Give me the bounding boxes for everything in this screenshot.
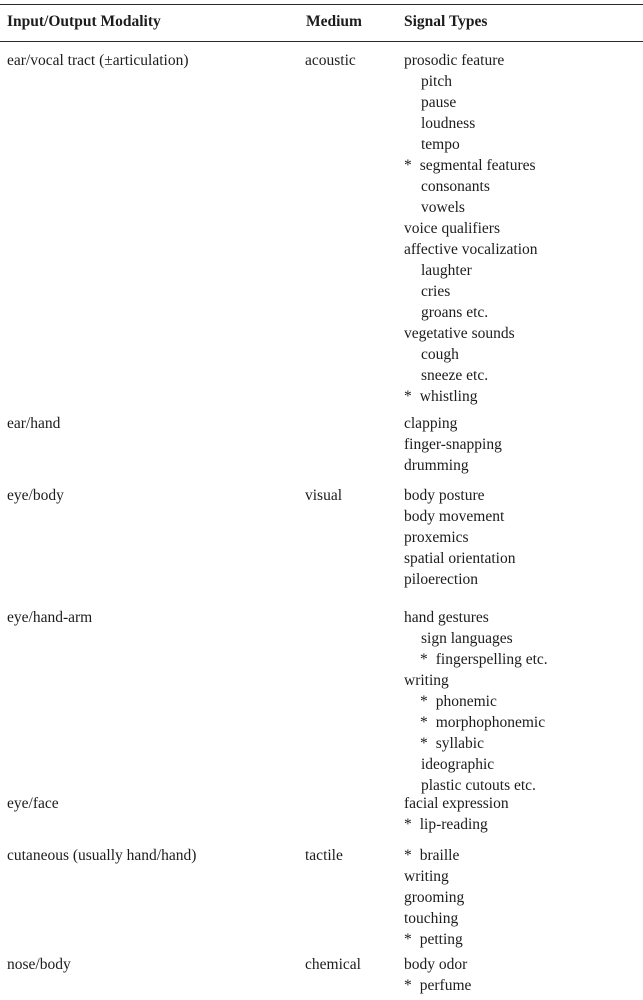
signal-type-item xyxy=(404,975,471,996)
signal-type-item xyxy=(404,548,515,569)
signal-type-label: writing xyxy=(404,672,449,689)
signal-type-label: ideographic xyxy=(421,756,495,773)
medium-cell: tactile xyxy=(305,847,343,864)
signal-type-label: body odor xyxy=(404,956,468,973)
signal-type-item xyxy=(404,754,548,775)
signal-type-item xyxy=(404,712,548,733)
modality-cell: ear/hand xyxy=(7,415,61,432)
signal-type-item xyxy=(404,218,538,239)
signal-type-item xyxy=(404,50,538,71)
signal-type-label: perfume xyxy=(419,977,472,994)
signal-type-item xyxy=(404,814,509,835)
signal-type-item xyxy=(404,845,464,866)
modality-cell: eye/hand-arm xyxy=(7,609,93,626)
signal-type-label: plastic cutouts etc. xyxy=(421,777,536,794)
signal-type-label: piloerection xyxy=(404,571,479,588)
asterisk-marker: * xyxy=(420,714,428,731)
signal-type-label: clapping xyxy=(404,415,458,432)
asterisk-marker: * xyxy=(420,693,428,710)
signal-type-label: body posture xyxy=(404,487,485,504)
signal-type-item xyxy=(404,260,538,281)
signal-type-label: affective vocalization xyxy=(404,241,538,258)
signal-type-label: fingerspelling etc. xyxy=(435,651,548,668)
signal-type-item xyxy=(404,670,548,691)
signal-type-item xyxy=(404,386,538,407)
signal-type-label: pause xyxy=(421,94,457,111)
asterisk-marker: * xyxy=(420,735,428,752)
signal-type-item xyxy=(404,485,515,506)
signal-type-label: touching xyxy=(404,910,459,927)
signal-type-item xyxy=(404,413,502,434)
asterisk-marker: * xyxy=(404,977,412,994)
signal-type-label: hand gestures xyxy=(404,609,489,626)
signal-type-item xyxy=(404,929,464,950)
signal-type-label: proxemics xyxy=(404,529,469,546)
signal-type-item xyxy=(404,607,548,628)
asterisk-marker: * xyxy=(404,157,412,174)
signal-type-item xyxy=(404,302,538,323)
asterisk-marker: * xyxy=(404,847,412,864)
signal-type-item xyxy=(404,649,548,670)
modality-cell: cutaneous (usually hand/hand) xyxy=(7,847,197,864)
signal-type-label: whistling xyxy=(419,388,478,405)
asterisk-marker: * xyxy=(404,816,412,833)
signal-type-item xyxy=(404,344,538,365)
signal-type-label: petting xyxy=(419,931,463,948)
signal-type-label: syllabic xyxy=(435,735,484,752)
signal-type-label: sneeze etc. xyxy=(421,367,489,384)
signal-type-item xyxy=(404,954,471,975)
asterisk-marker: * xyxy=(404,388,412,405)
signal-type-label: prosodic feature xyxy=(404,52,505,69)
signal-type-item xyxy=(404,239,538,260)
signal-types-cell xyxy=(404,793,509,835)
signal-types-cell xyxy=(404,954,471,996)
modality-cell: ear/vocal tract (±articulation) xyxy=(7,52,189,69)
signal-type-item xyxy=(404,176,538,197)
signal-type-item xyxy=(404,455,502,476)
signal-type-item xyxy=(404,434,502,455)
signal-type-label: spatial orientation xyxy=(404,550,516,567)
modality-cell: eye/body xyxy=(7,487,64,504)
signal-type-label: writing xyxy=(404,868,449,885)
medium-cell: acoustic xyxy=(305,52,356,69)
asterisk-marker: * xyxy=(404,931,412,948)
header-rule xyxy=(0,41,643,42)
signal-type-item xyxy=(404,506,515,527)
signal-type-label: braille xyxy=(419,847,460,864)
signal-type-label: voice qualifiers xyxy=(404,220,500,237)
signal-type-label: morphophonemic xyxy=(435,714,546,731)
signal-type-label: tempo xyxy=(421,136,460,153)
signal-type-label: vegetative sounds xyxy=(404,325,515,342)
signal-type-label: pitch xyxy=(421,73,452,90)
signal-types-cell xyxy=(404,485,515,590)
signal-type-label: phonemic xyxy=(435,693,497,710)
header-modality: Input/Output Modality xyxy=(7,13,161,30)
signal-type-item xyxy=(404,793,509,814)
header-signal-types: Signal Types xyxy=(404,13,488,30)
signal-type-label: cries xyxy=(421,283,451,300)
signal-type-item xyxy=(404,365,538,386)
table-top-rule xyxy=(0,4,643,5)
header-medium: Medium xyxy=(306,13,362,30)
signal-types-cell xyxy=(404,845,464,950)
signal-types-cell xyxy=(404,50,538,407)
signal-type-item xyxy=(404,323,538,344)
modality-cell: eye/face xyxy=(7,795,59,812)
modality-cell: nose/body xyxy=(7,956,71,973)
signal-type-label: sign languages xyxy=(421,630,513,647)
signal-type-label: grooming xyxy=(404,889,465,906)
signal-type-item xyxy=(404,569,515,590)
signal-type-label: consonants xyxy=(421,178,490,195)
signal-type-item xyxy=(404,527,515,548)
signal-type-label: segmental features xyxy=(419,157,536,174)
signal-type-label: groans etc. xyxy=(421,304,489,321)
signal-type-label: vowels xyxy=(421,199,465,216)
signal-types-cell xyxy=(404,607,548,796)
medium-cell: visual xyxy=(305,487,343,504)
asterisk-marker: * xyxy=(420,651,428,668)
signal-type-item xyxy=(404,92,538,113)
signal-type-label: finger-snapping xyxy=(404,436,502,453)
signal-type-item xyxy=(404,691,548,712)
signal-types-cell xyxy=(404,413,502,476)
signal-type-item xyxy=(404,887,464,908)
signal-type-item xyxy=(404,155,538,176)
signal-type-item xyxy=(404,866,464,887)
signal-type-item xyxy=(404,197,538,218)
signal-type-label: cough xyxy=(421,346,459,363)
signal-type-item xyxy=(404,71,538,92)
signal-type-item xyxy=(404,134,538,155)
signal-type-item xyxy=(404,733,548,754)
signal-type-label: facial expression xyxy=(404,795,509,812)
signal-type-label: body movement xyxy=(404,508,505,525)
signal-type-item xyxy=(404,281,538,302)
signal-type-item xyxy=(404,113,538,134)
signal-type-label: loudness xyxy=(421,115,476,132)
signal-type-item xyxy=(404,908,464,929)
signal-type-label: drumming xyxy=(404,457,469,474)
signal-type-label: laughter xyxy=(421,262,472,279)
signal-type-label: lip-reading xyxy=(419,816,488,833)
medium-cell: chemical xyxy=(305,956,361,973)
signal-type-item xyxy=(404,628,548,649)
